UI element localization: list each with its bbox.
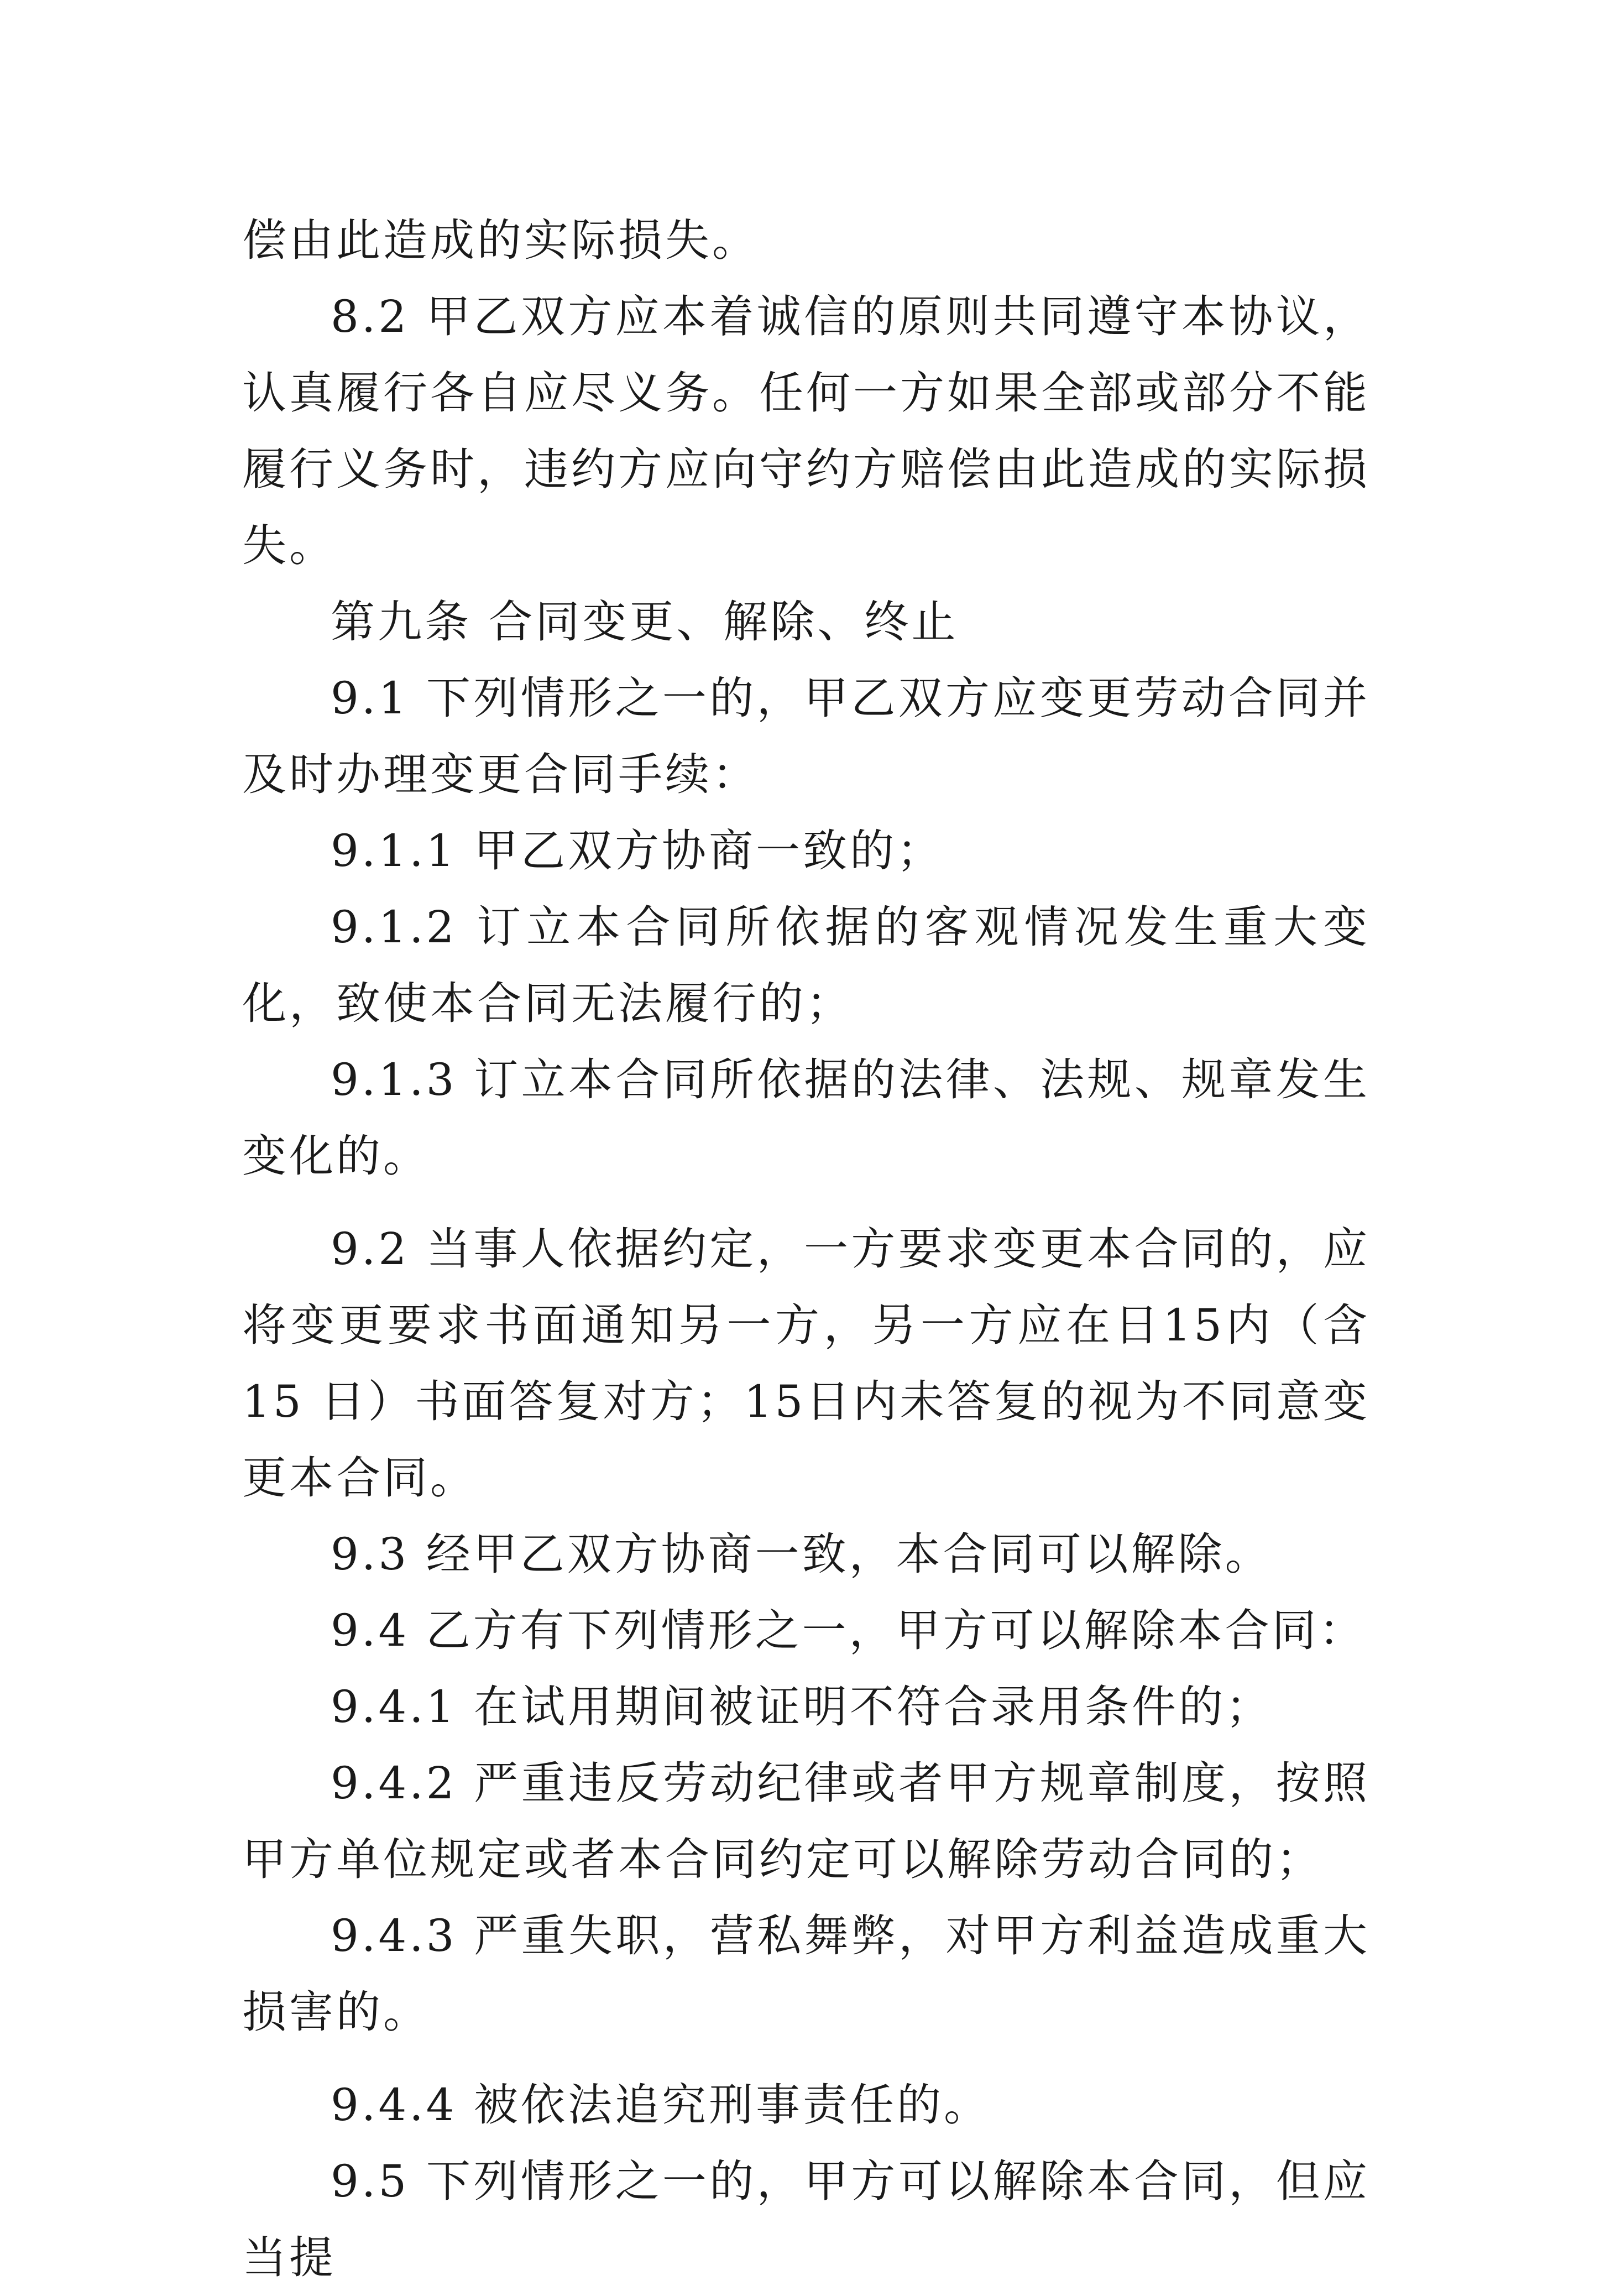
paragraph-continuation: 偿由此造成的实际损失。 [242, 215, 759, 266]
paragraph-9-3: 9.3 经甲乙双方协商一致，本合同可以解除。 [331, 1528, 1272, 1580]
paragraph-9-4-2: 9.4.2 严重违反劳动纪律或者甲方规章制度，按照甲方单位规定或者本合同约定可以解除劳动合同的； [242, 1757, 1370, 1885]
paragraph-9-1-3: 9.1.3 订立本合同所依据的法律、法规、规章发生变化的。 [242, 1054, 1370, 1182]
paragraph-9-4: 9.4 乙方有下列情形之一，甲方可以解除本合同： [331, 1605, 1366, 1656]
section-heading-9: 第九条 合同变更、解除、终止 [331, 596, 959, 648]
paragraph-9-2: 9.2 当事人依据约定，一方要求变更本合同的，应将变更要求书面通知另一方，另一方应在日15内（含15 日）书面答复对方；15日内未答复的视为不同意变更本合同。 [242, 1223, 1370, 1504]
paragraph-9-4-1: 9.4.1 在试用期间被证明不符合录用条件的； [331, 1681, 1273, 1733]
document-body [242, 202, 1370, 2296]
paragraph-9-5: 9.5 下列情形之一的，甲方可以解除本合同，但应当提 [242, 2156, 1370, 2283]
paragraph-8-2: 8.2 甲乙双方应本着诚信的原则共同遵守本协议，认真履行各自应尽义务。任何一方如果全部或部分不能履行义务时，违约方应向守约方赔偿由此造成的实际损失。 [242, 291, 1370, 571]
paragraph-9-1: 9.1 下列情形之一的，甲乙双方应变更劳动合同并及时办理变更合同手续： [242, 672, 1370, 800]
paragraph-9-1-1: 9.1.1 甲乙双方协商一致的； [331, 825, 944, 876]
paragraph-9-4-3: 9.4.3 严重失职，营私舞弊，对甲方利益造成重大损害的。 [242, 1910, 1370, 2038]
paragraph-9-4-4: 9.4.4 被依法追究刑事责任的。 [331, 2079, 991, 2131]
paragraph-9-1-2: 9.1.2 订立本合同所依据的客观情况发生重大变化，致使本合同无法履行的； [242, 901, 1370, 1029]
